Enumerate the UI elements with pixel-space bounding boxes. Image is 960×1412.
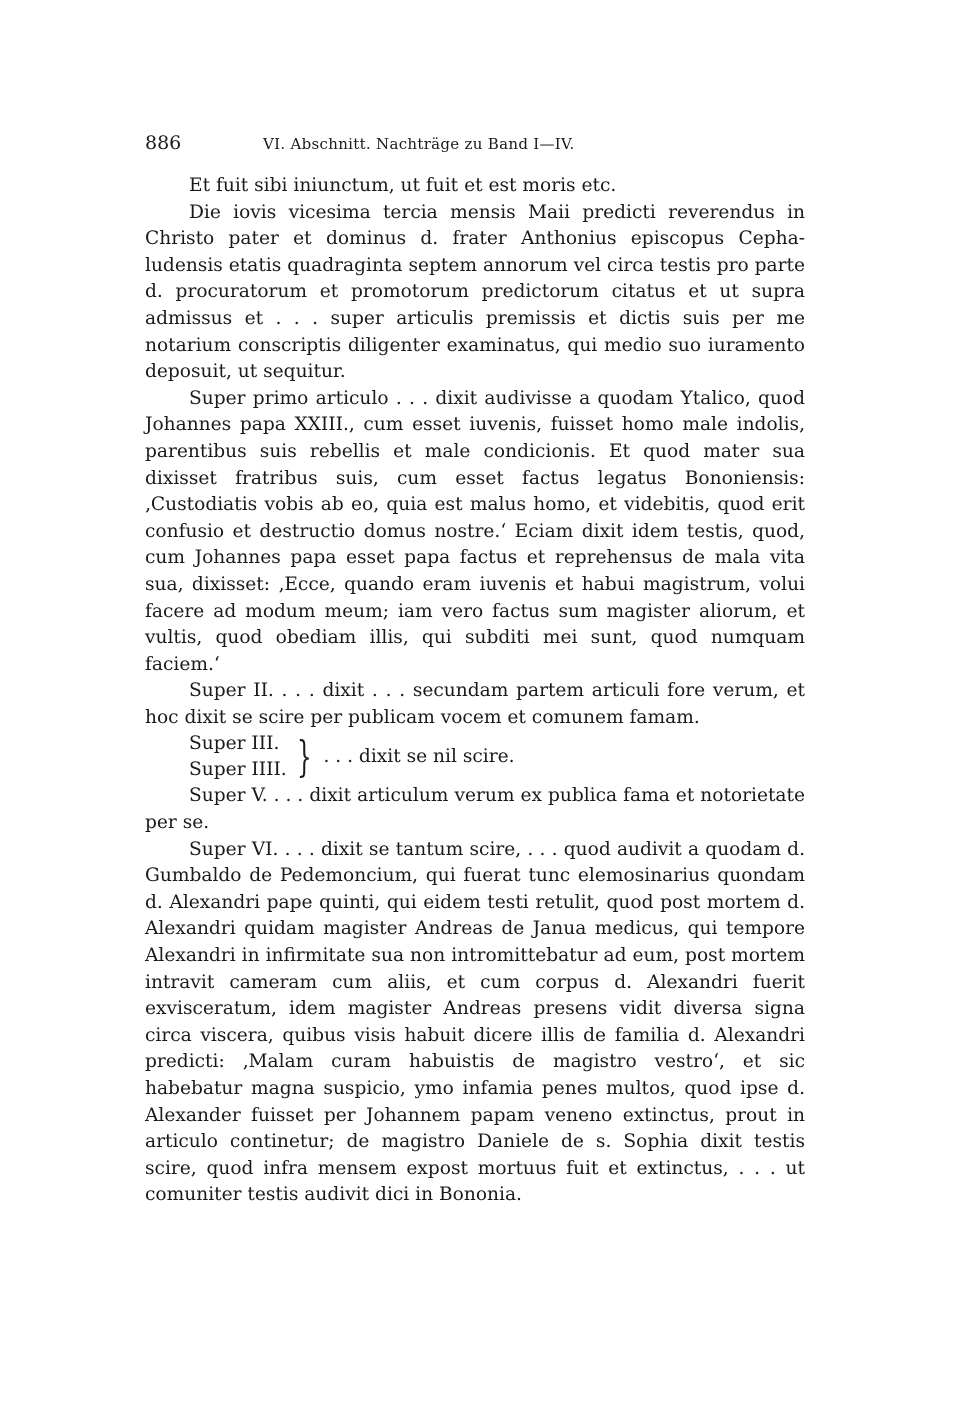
paragraph-article-6: Super VI. . . . dixit se tantum scire, . . . quod audivit a quodam d. Gumbaldo de Pedemoncium, qui fuerat tunc elemosinarius quondam d. Alexandri pape quinti, qui eidem testi retulit, quod post mortem d. Alexandri quidam magister Andreas de Janua medicus, qui tempore Alexandri in infirmitate sua non intromittebatur ad eum, post mortem intravit cameram cum aliis, et cum corpus d. Alexandri fuerit exvisceratum, idem magister Andreas presens vidit diversa signa circa viscera, quibus visis habuit dicere illis de familia d. Alexandri predicti: ‚Malam curam habuistis de magistro vestro‘, et sic habebatur magna suspicio, ymo infamia penes multos, quod ipse d. Alexander fuisset per Johannem papam veneno extinctus, prout in articulo continetur; de magistro Daniele de s. Sophia dixit testis scire, quod infra mensem expost mortuus fuit et extinctus, . . . ut comuniter testis audivit dici in Bononia.: [145, 838, 805, 1206]
brace-labels: [189, 731, 287, 783]
brace-text: . . . dixit se nil scire.: [323, 746, 515, 768]
brace-group-articles-3-4: [145, 731, 805, 783]
body-text: [145, 173, 805, 1209]
paragraph-article-5: Super V. . . . dixit articulum verum ex publica fama et notorietate per se.: [145, 785, 805, 834]
paragraph-witness: Die iovis vicesima tercia mensis Maii predicti reverendus in Christo pater et dominus d. frater Anthonius episcopus Cephaludensis etatis quadraginta septem annorum vel circa testis pro parte d. procuratorum et promotorum predictorum citatus et ut supra admissus et . . . super articulis premissis et dictis suis per me notarium conscriptis diligenter examinatus, qui medio suo iuramento deposuit, ut sequitur.: [145, 201, 805, 383]
paragraph-intro: Et fuit sibi iniunctum, ut fuit et est moris etc.: [189, 175, 617, 196]
brace-label-article-3: Super III.: [189, 733, 280, 755]
page-number: 886: [145, 132, 182, 154]
running-head: VI. Abschnitt. Nachträge zu Band I—IV.: [263, 135, 575, 153]
brace-label-article-4: Super IIII.: [189, 759, 287, 781]
page-header: [145, 132, 805, 158]
paragraph-article-1: Super primo articulo . . . dixit audivisse a quodam Ytalico, quod Johannes papa XXIII., cum esset iuvenis, fuisset homo male indolis, parentibus suis rebellis et male condicionis. Et quod mater sua dixisset fratribus suis, cum esset factus legatus Bononiensis: ‚Custodiatis vobis ab eo, quia est malus homo, et videbitis, quod erit confusio et destructio domus nostre.‘ Eciam dixit idem testis, quod, cum Johannes papa esset papa factus et reprehensus de mala vita sua, dixisset: ‚Ecce, quando eram iuvenis et habui magistrum, volui facere ad modum meum; iam vero factus sum magister aliorum, et vultis, quod obediam illis, qui subditi mei sunt, quod numquam faciem.‘: [145, 387, 805, 675]
paragraph-article-2: Super II. . . . dixit . . . secundam partem articuli fore verum, et hoc dixit se scire per publicam vocem et comunem famam.: [145, 680, 805, 728]
right-brace-symbol: }: [296, 732, 312, 782]
